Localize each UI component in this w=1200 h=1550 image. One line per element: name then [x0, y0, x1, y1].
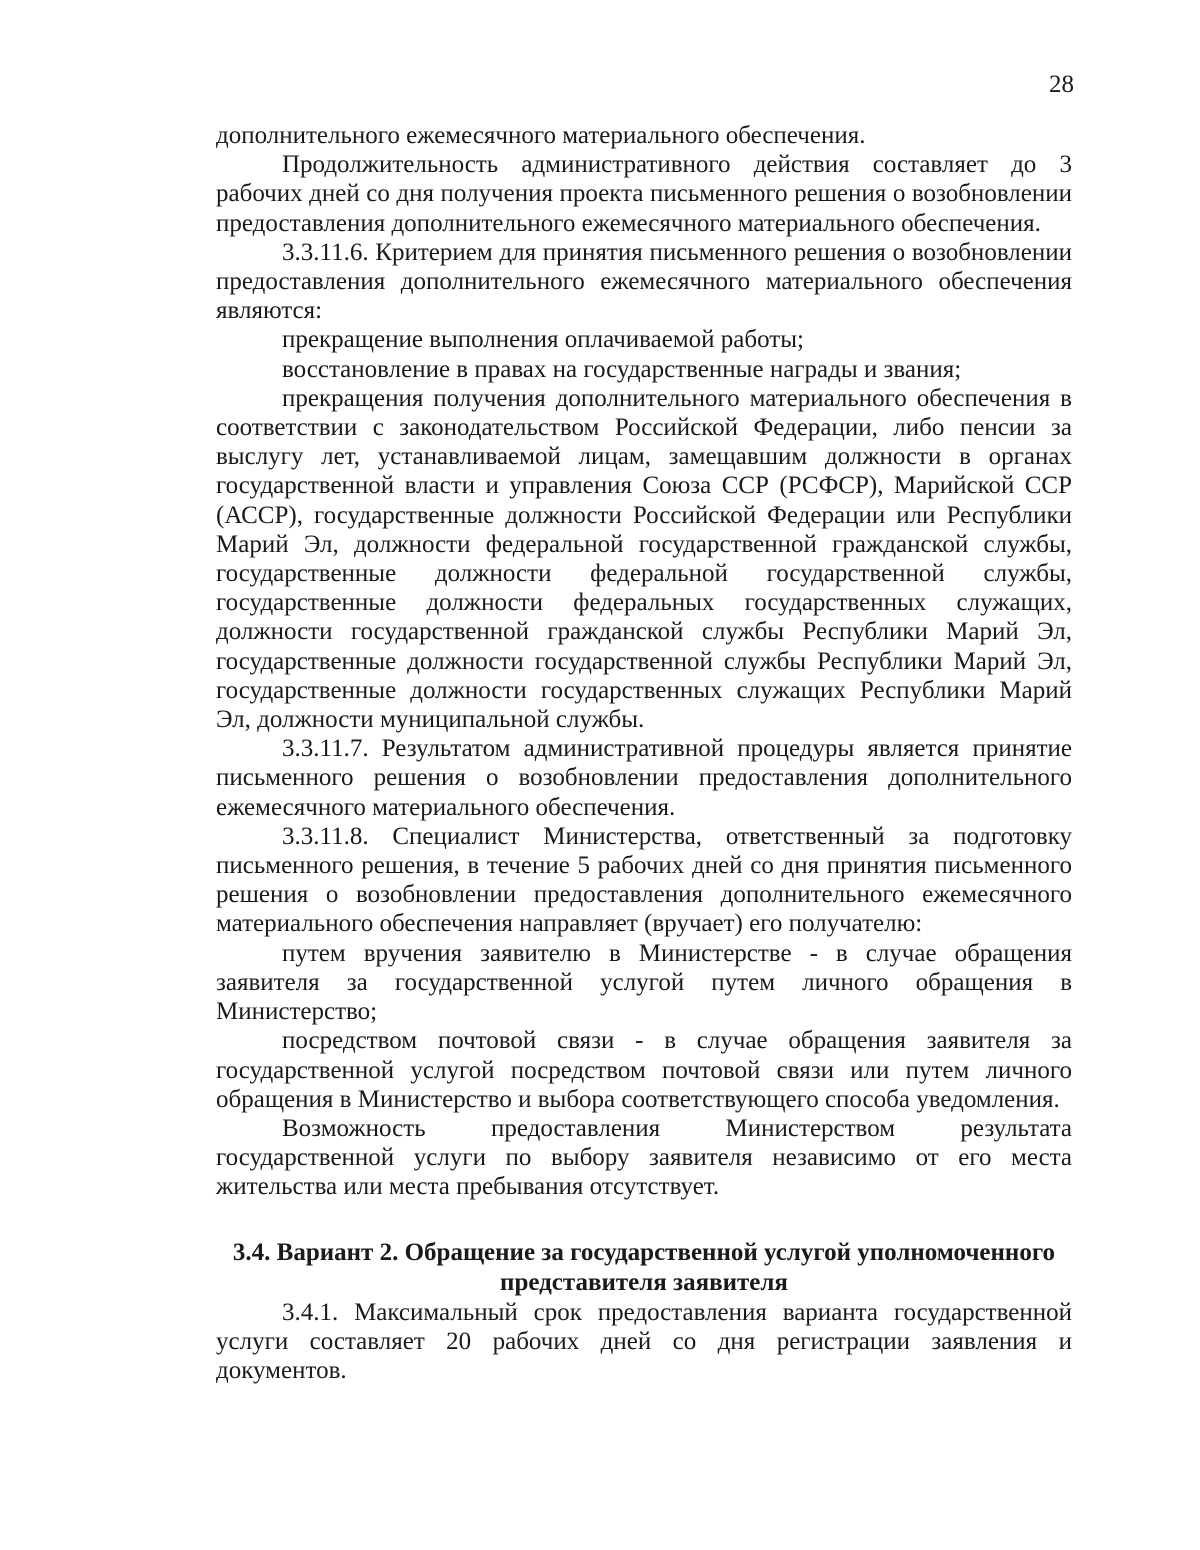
- paragraph-3-3-11-7: 3.3.11.7. Результатом административной процедуры является принятие письменного решения о возобновлении предоставления дополнительного ежемесячного материального обеспечения.: [216, 735, 1072, 821]
- paragraph-possibility: Возможность предоставления Министерством результата государственной услуги по выбору заявителя независимо от его места жительства или места пребывания отсутствует.: [216, 1114, 1072, 1201]
- document-body: [216, 121, 1072, 1385]
- criterion-item: прекращение выполнения оплачиваемой работы;: [282, 326, 804, 354]
- paragraph-3-3-11-6: 3.3.11.6. Критерием для принятия письменного решения о возобновлении предоставления дополнительного ежемесячного материального обеспечения являются:: [216, 238, 1072, 325]
- paragraph-3-3-11-8: 3.3.11.8. Специалист Министерства, ответственный за подготовку письменного решения, в течение 5 рабочих дней со дня принятия письменного решения о возобновлении предоставления дополнительного ежемесячного материального обеспечения направляет (вручает) его получателю:: [216, 822, 1072, 938]
- paragraph-3-4-1: 3.4.1. Максимальный срок предоставления варианта государственной услуги составляет 20 рабочих дней со дня регистрации заявления и документов.: [216, 1298, 1072, 1384]
- paragraph-duration: Продолжительность административного действия составляет до 3 рабочих дней со дня получения проекта письменного решения о возобновлении предоставления дополнительного ежемесячного материального обеспечения.: [216, 151, 1072, 237]
- paragraph-continuation: дополнительного ежемесячного материального обеспечения.: [216, 122, 866, 149]
- delivery-method-item: посредством почтовой связи - в случае обращения заявителя за государственной услугой посредством почтовой связи или путем личного обращения в Министерство и выбора соответствующего способа уведомления.: [216, 1027, 1072, 1113]
- page-number: 28: [1049, 71, 1074, 98]
- section-heading: 3.4. Вариант 2. Обращение за государственной услугой уполномоченного представителя заявителя: [232, 1238, 1056, 1296]
- delivery-method-item: путем вручения заявителю в Министерстве - в случае обращения заявителя за государственной услугой путем личного обращения в Министерство;: [216, 939, 1072, 1026]
- criterion-item: прекращения получения дополнительного материального обеспечения в соответствии с законодательством Российской Федерации, либо пенсии за выслугу лет, устанавливаемой лицам, замещавшим должности в органах государственной власти и управления Союза ССР (РСФСР), Марийской ССР (АССР), государственные должности Российской Федерации или Республики Марий Эл, должности федеральной государственной гражданской службы, государственные должности федеральной государственной службы, государственные должности федеральных государственных служащих, должности государственной гражданской службы Республики Марий Эл, государственные должности государственной службы Республики Марий Эл, государственные должности государственных служащих Республики Марий Эл, должности муниципальной службы.: [216, 384, 1072, 734]
- criterion-item: восстановление в правах на государственные награды и звания;: [282, 355, 962, 383]
